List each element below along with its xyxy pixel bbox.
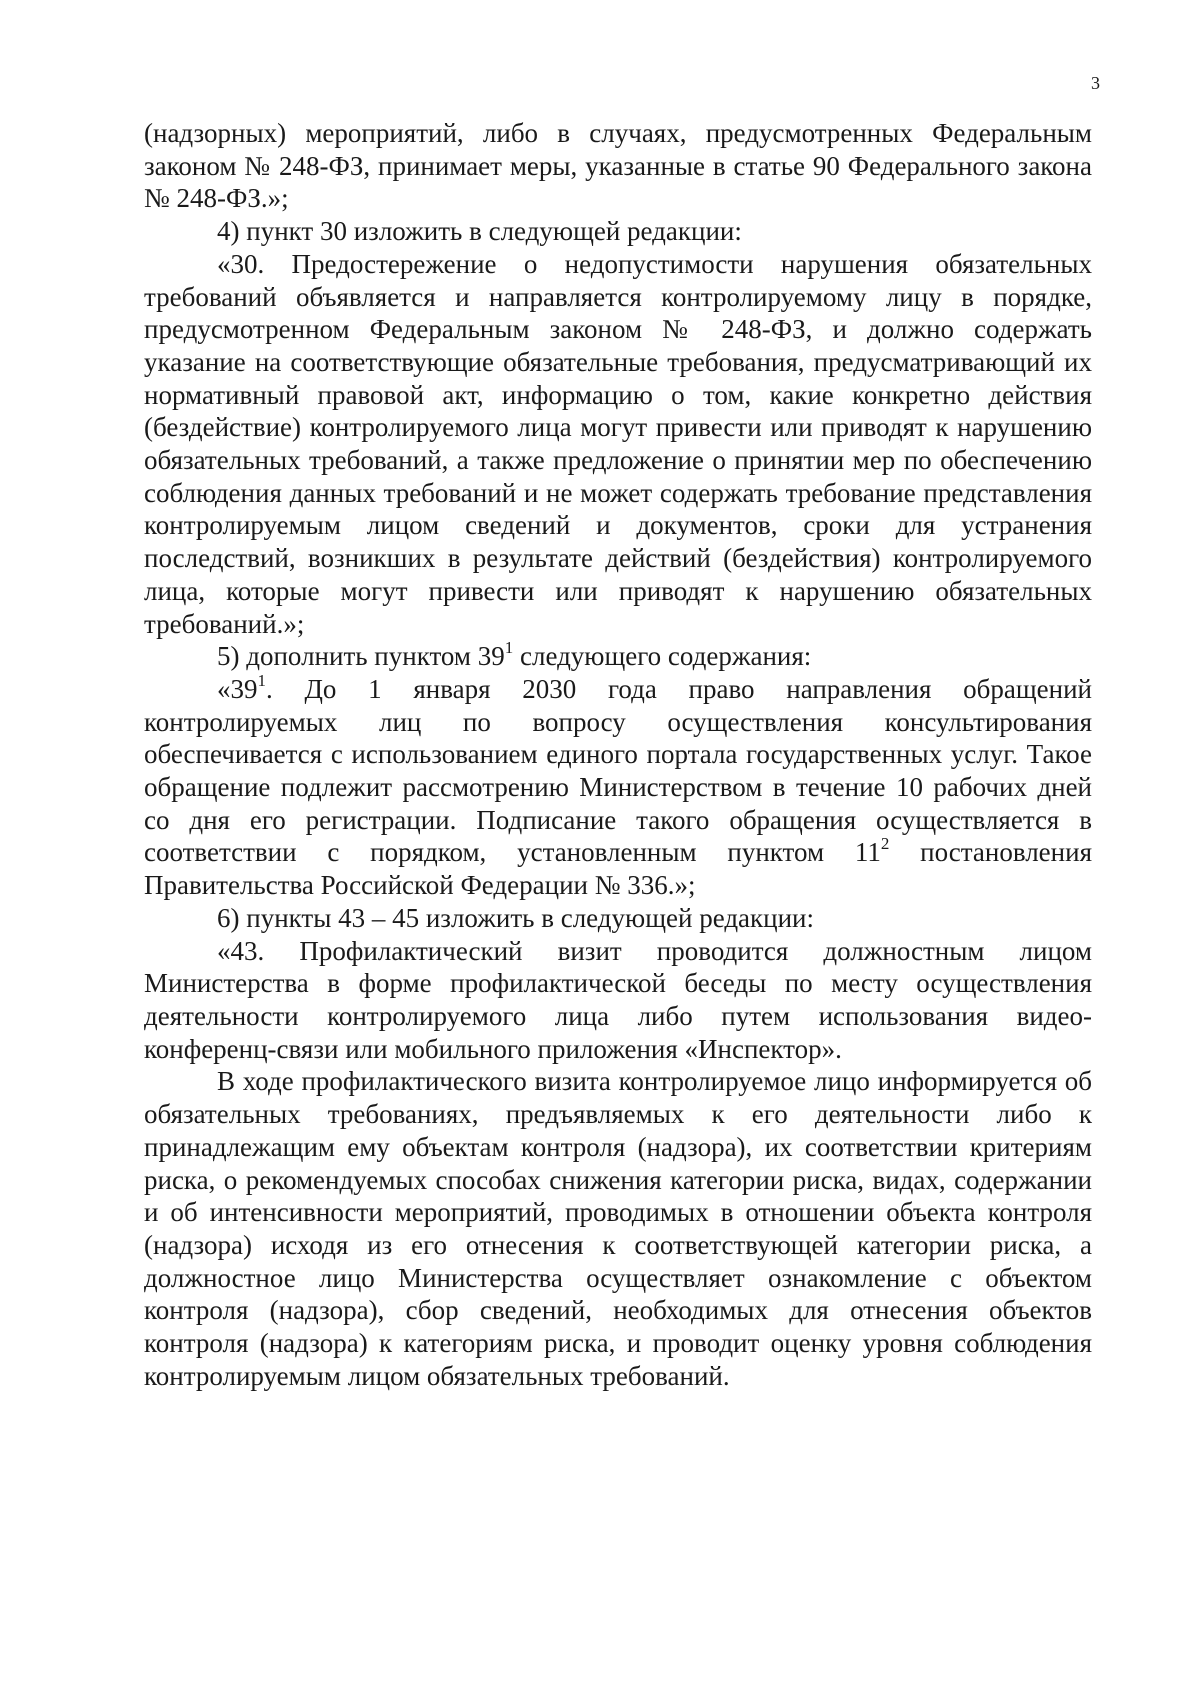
clause-39-superscript: 1 — [257, 670, 266, 690]
item-5-text-after: следующего содержания: — [513, 641, 812, 672]
paragraph-visit-details: В ходе профилактического визита контролируемое лицо информируется об обязательных требованиях, предъявляемых к его деятельности либо к принадлежащим ему объектам контроля (надзора), их соответствии критериям риска, о рекомендуемых способах снижения категории риска, видах, содержании и об интенсивности мероприятий, проводимых в отношении объекта контроля (надзора) исходя из его отнесения к соответствующей категории риска, а должностное лицо Министерства осуществляет ознакомление с объектом контроля (надзора), сбор сведений, необходимых для отнесения объектов контроля (надзора) к категориям риска, и проводит оценку уровня соблюдения контролируемым лицом обязательных требований. — [144, 1066, 1092, 1391]
clause-39-superscript-2: 2 — [880, 834, 890, 854]
paragraph-item-5 — [144, 640, 1092, 673]
clause-39-text-before: «39 — [217, 673, 258, 704]
page-number: 3 — [1091, 73, 1100, 93]
item-5-text-before: 5) дополнить пунктом 39 — [217, 641, 505, 672]
paragraph-continuation: (надзорных) мероприятий, либо в случаях, предусмотренных Федеральным законом № 248-ФЗ, принимает меры, указанные в статье 90 Федерального закона № 248-ФЗ.»; — [144, 118, 1092, 214]
item-5-superscript: 1 — [504, 638, 514, 658]
paragraph-clause-43: «43. Профилактический визит проводится должностным лицом Министерства в форме профилактической беседы по месту осуществления деятельности контролируемого лица либо путем использования видео-конференц-связи или мобильного приложения «Инспектор». — [144, 935, 1092, 1064]
paragraph-item-4: 4) пункт 30 изложить в следующей редакции: — [217, 216, 742, 247]
clause-39-text-after: постановления Правительства Российской Федерации № 336.»; — [144, 837, 1092, 901]
clause-39-text-middle: . До 1 января 2030 года право направления обращений контролируемых лиц по вопросу осуществления консультирования обеспечивается с использованием единого портала государственных услуг. Такое обращение подлежит рассмотрению Министерством в течение 10 рабочих дней со дня его регистрации. Подписание такого обращения осуществляется в соответствии с порядком, установленным пунктом 11 — [144, 673, 1092, 868]
paragraph-item-6: 6) пункты 43 – 45 изложить в следующей редакции: — [217, 902, 815, 933]
paragraph-clause-30: «30. Предостережение о недопустимости нарушения обязательных требований объявляется и направляется контролируемому лицу в порядке, предусмотренном Федеральным законом № 248-ФЗ, и должно содержать указание на соответствующие обязательные требования, предусматривающий их нормативный правовой акт, информацию о том, какие конкретно действия (бездействие) контролируемого лица могут привести или приводят к нарушению обязательных требований, а также предложение о принятии мер по обеспечению соблюдения данных требований и не может содержать требование представления контролируемым лицом сведений и документов, сроки для устранения последствий, возникших в результате действий (бездействия) контролируемого лица, которые могут привести или приводят к нарушению обязательных требований.»; — [144, 248, 1092, 639]
document-body — [144, 117, 1092, 1392]
paragraph-clause-39-1 — [144, 670, 1092, 902]
